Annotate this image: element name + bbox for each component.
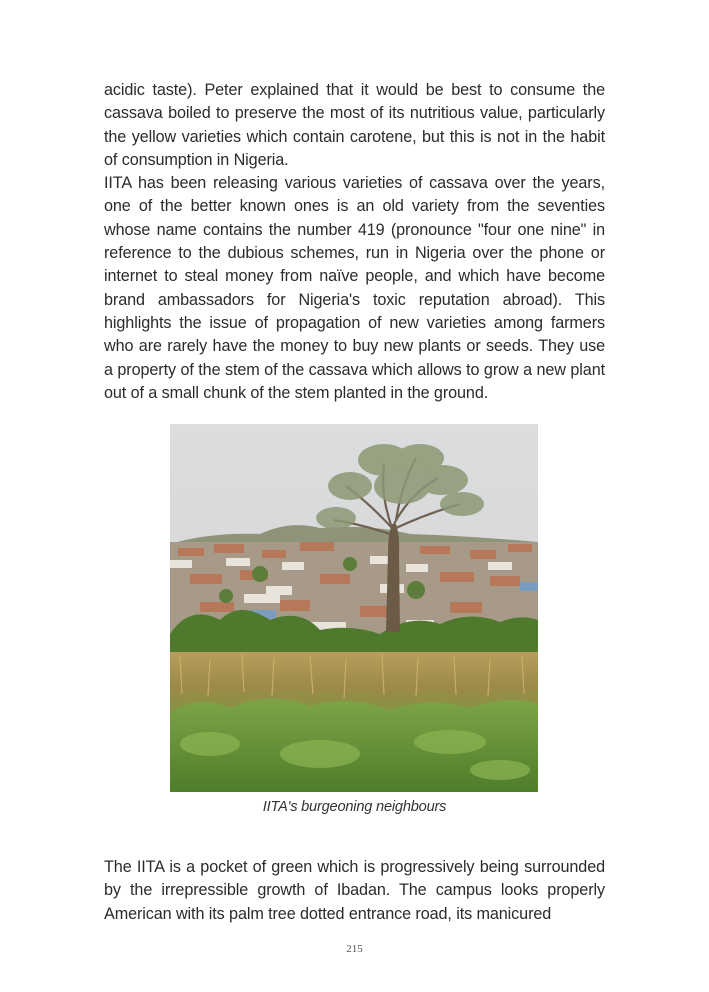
paragraph: IITA has been releasing various varieties of cassava over the years, one of the better known ones is an old variety from the seventies whose name contains the number 419 (pronounce "four one nine" in reference to the dubious schemes, run in Nigeria over the phone or internet to steal money from naïve people, and which have become brand ambassadors for Nigeria's toxic reputation abroad). This highlights the issue of propagation of new varieties among farmers who are rarely have the money to buy new plants or seeds. They use a property of the stem of the cassava which allows to grow a new plant out of a small chunk of the stem planted in the ground.	[104, 174, 605, 402]
page-number: 215	[346, 943, 363, 955]
paragraph: acidic taste). Peter explained that it would be best to consume the cassava boiled to preserve the most of its nutritious value, particularly the yellow varieties which contain carotene, but this is not in the habit of consumption in Nigeria.	[104, 81, 605, 169]
photo-figure	[170, 424, 538, 792]
figure-caption: IITA's burgeoning neighbours	[262, 799, 447, 815]
photo-town-and-tree-icon	[170, 424, 538, 792]
body-text-bottom	[104, 856, 605, 926]
body-text-top	[104, 79, 605, 405]
paragraph: The IITA is a pocket of green which is progressively being surrounded by the irrepressible growth of Ibadan. The campus looks properly American with its palm tree dotted entrance road, its manicured	[104, 858, 605, 923]
